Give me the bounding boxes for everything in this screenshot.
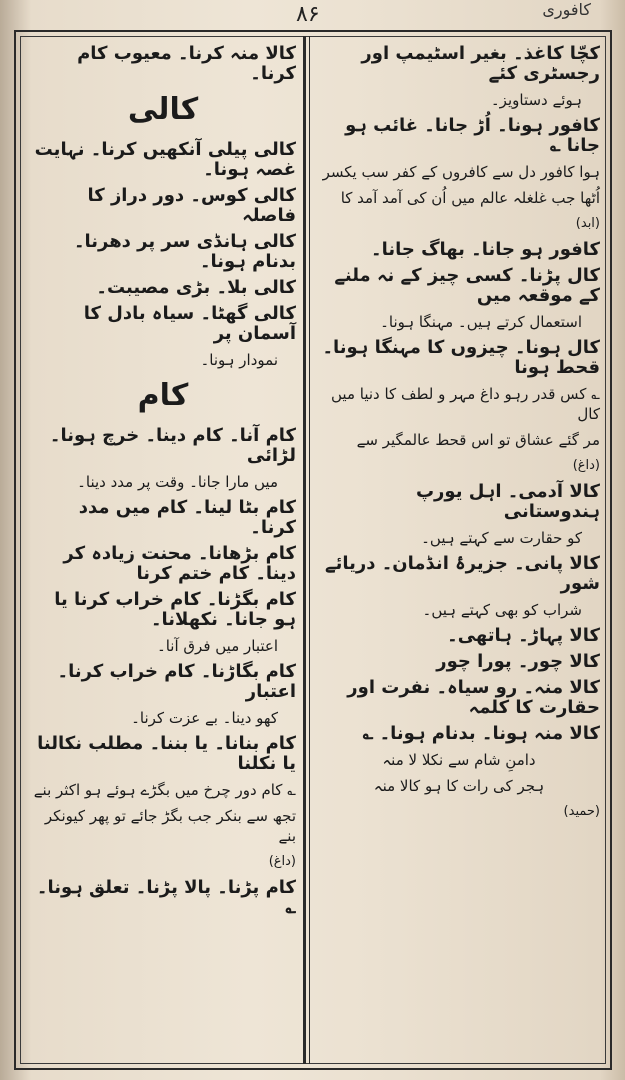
entry-line: کالا منہ۔ رو سیاہ۔ نفرت اور حقارت کا کلمہ	[347, 677, 600, 718]
entry-line: کام آنا۔ کام دینا۔ خرچ ہونا۔ لڑائی	[49, 425, 296, 466]
text-line: دامنِ شام سے نکلا لا منہ	[382, 751, 536, 769]
page-number: ۸۶	[296, 2, 320, 27]
text-line: نمودار ہونا۔	[200, 351, 278, 369]
entry-line: کام بٹا لینا۔ کام میں مدد کرنا۔	[78, 497, 296, 538]
entry-line: کالی پیلی آنکھیں کرنا۔ نہایت غصہ ہونا۔	[34, 139, 296, 180]
text-line: کھو دینا۔ بے عزت کرنا۔	[131, 709, 278, 727]
entry-line: کالا منہ کرنا۔ معیوب کام کرنا۔	[77, 43, 296, 84]
entry-line: کام پڑنا۔ پالا پڑنا۔ تعلق ہونا۔ ؎	[36, 877, 296, 918]
text-line: میں مارا جانا۔ وقت پر مدد دینا۔	[77, 473, 278, 491]
text-line: مر گئے عشاق تو اس قحط عالمگیر سے	[356, 431, 600, 449]
text-line: کو حقارت سے کہتے ہیں۔	[421, 529, 582, 547]
column-divider	[303, 36, 306, 1064]
section-heading: کالی	[127, 92, 199, 127]
page-header	[0, 0, 625, 34]
text-line: استعمال کرتے ہیں۔ مہنگا ہونا۔	[380, 313, 582, 331]
entry-line: کالی کوس۔ دور دراز کا فاصلہ	[87, 185, 296, 226]
text-line: ہوا کافور دل سے کافروں کے کفر سب یکسر	[322, 163, 600, 181]
text-line: ہوئے دستاویز۔	[490, 91, 582, 109]
entry-line: کالی ہانڈی سر پر دھرنا۔ بدنام ہونا۔	[73, 231, 296, 272]
text-line: شراب کو بھی کہتے ہیں۔	[422, 601, 582, 619]
text-line: (ابد)	[575, 216, 600, 231]
running-head: کافوری	[542, 0, 591, 19]
entry-line: کام بڑھانا۔ محنت زیادہ کر دینا۔ کام ختم کرنا	[63, 543, 296, 584]
entry-line: کال پڑنا۔ کسی چیز کے نہ ملنے کے موقعہ میں	[334, 265, 600, 306]
text-line: اعتبار میں فرق آنا۔	[156, 637, 278, 655]
column-divider-thin	[309, 36, 310, 1064]
entry-line: کالا منہ ہونا۔ بدنام ہونا۔ ؎	[362, 723, 600, 744]
text-line: تجھ سے بنکر جب بگڑ جائے تو پھر کیونکر بنے	[44, 807, 296, 845]
text-line: (داغ)	[572, 458, 600, 473]
text-line: ؎ کام دور چرخ میں بگڑے ہوئے ہو اکثر بنے	[33, 781, 296, 799]
entry-line: کالی بلا۔ بڑی مصیبت۔	[96, 277, 296, 298]
section-heading: کام	[137, 378, 189, 413]
text-line: اُٹھا جب غلغلہ عالم میں اُن کی آمد آمد کا	[340, 189, 600, 207]
entry-line: کام بنانا۔ یا بننا۔ مطلب نکالنا یا نکلنا	[37, 733, 296, 774]
right-column	[318, 44, 600, 828]
text-line: (حمید)	[563, 804, 600, 819]
text-line: ہجر کی رات کا ہو کالا منہ	[373, 777, 545, 795]
text-line: (داغ)	[268, 854, 296, 869]
entry-line: کالا آدمی۔ اہل یورپ ہندوستانی	[415, 481, 600, 522]
entry-line: کالا چور۔ پورا چور	[436, 651, 600, 672]
text-line: ؎ کس قدر رہو داغ مہر و لطف کا دنیا میں کال	[331, 385, 600, 423]
entry-line: کام بگڑنا۔ کام خراب کرنا یا ہو جانا۔ نکھلانا۔	[54, 589, 296, 630]
entry-line: کالا پانی۔ جزیرۂ انڈمان۔ دریائے شور	[325, 553, 600, 594]
entry-line: کچّا کاغذ۔ بغیر اسٹیمپ اور رجسٹری کئے	[361, 43, 600, 84]
entry-line: کالا پہاڑ۔ ہاتھی۔	[447, 625, 600, 646]
left-column	[30, 44, 296, 924]
entry-line: کال ہونا۔ چیزوں کا مہنگا ہونا۔ قحط ہونا	[322, 337, 600, 378]
entry-line: کافور ہونا۔ اُڑ جانا۔ غائب ہو جانا ؎	[345, 115, 600, 156]
entry-line: کام بگاڑنا۔ کام خراب کرنا۔ اعتبار	[57, 661, 296, 702]
entry-line: کافور ہو جانا۔ بھاگ جانا۔	[371, 239, 600, 260]
entry-line: کالی گھٹا۔ سیاہ بادل کا آسمان پر	[83, 303, 296, 344]
